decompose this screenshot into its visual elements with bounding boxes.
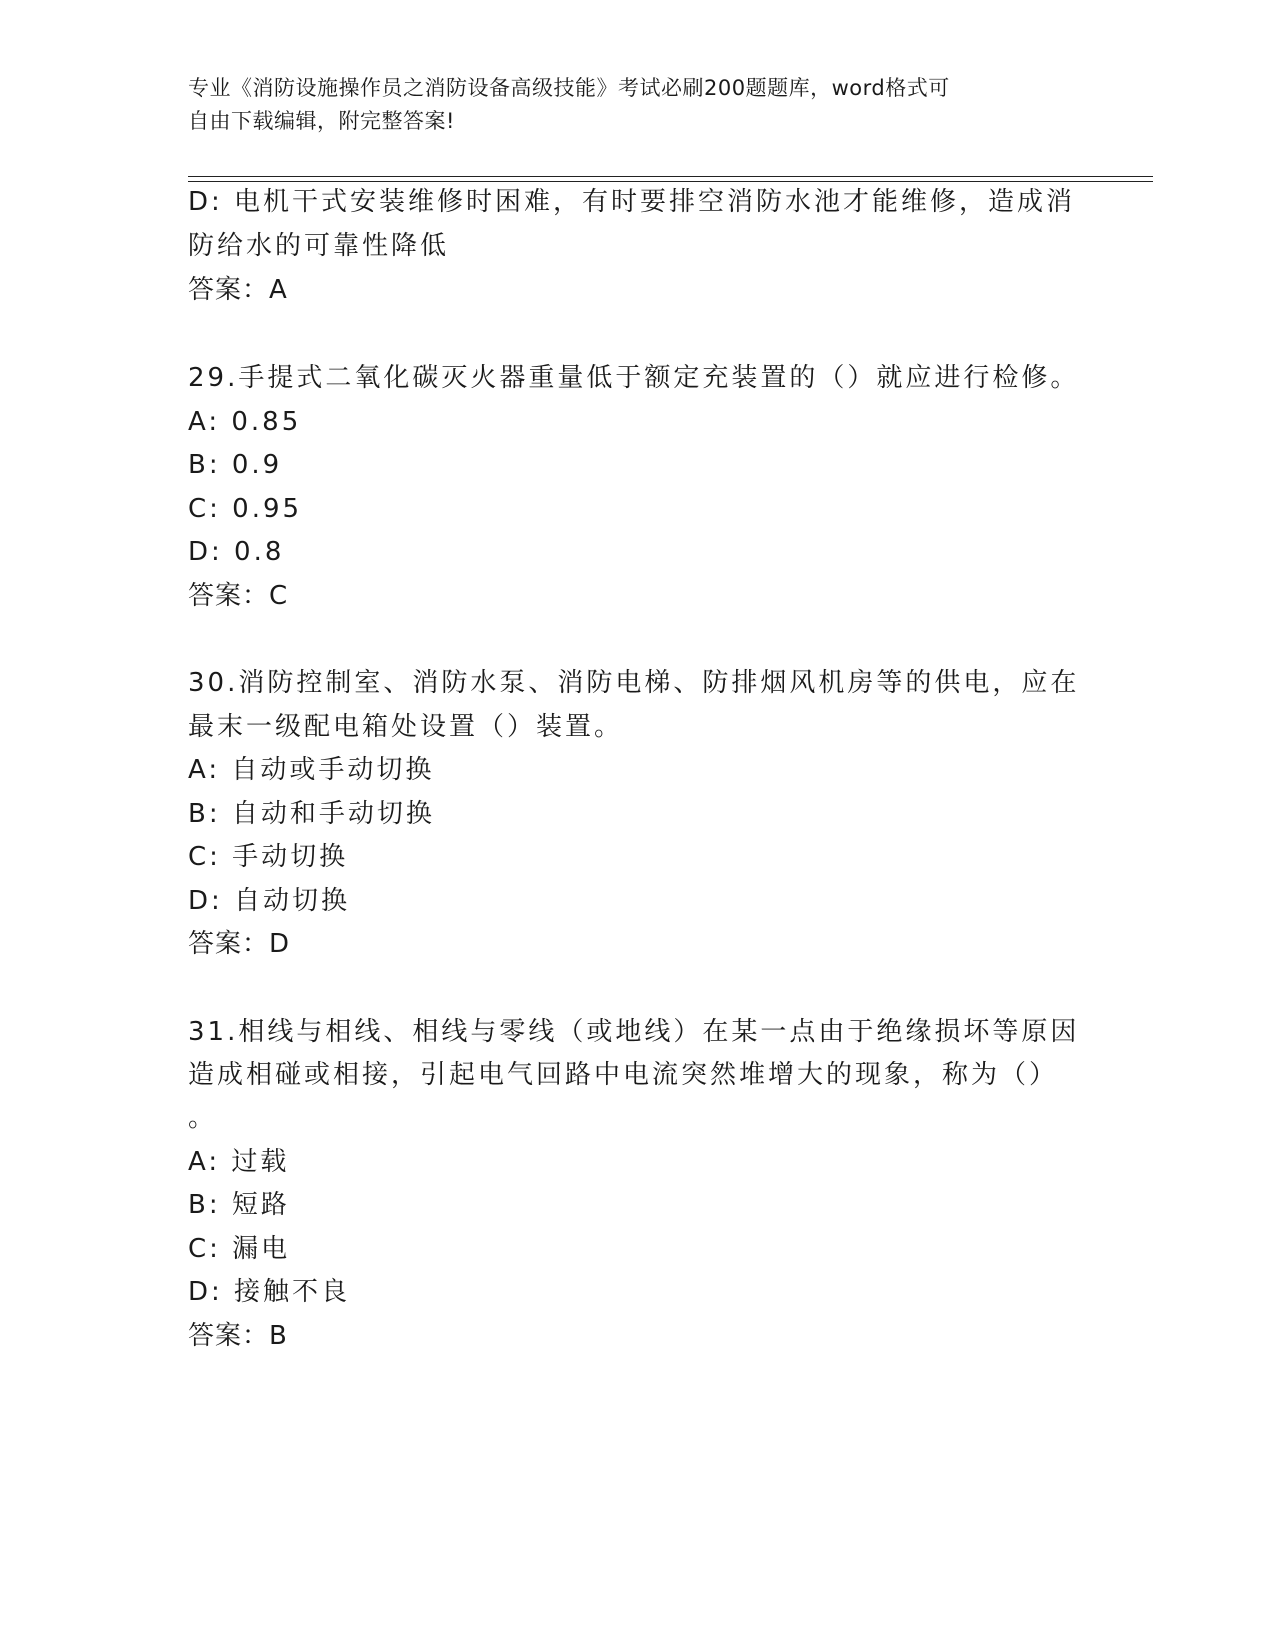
prev-answer: 答案：A xyxy=(188,275,288,305)
question-31-option-c: C: 漏电 xyxy=(188,1234,291,1264)
prev-option-d-line-1: D: 电机干式安装维修时困难，有时要排空消防水池才能维修，造成消 xyxy=(188,187,1076,217)
question-30-option-c: C: 手动切换 xyxy=(188,842,349,872)
question-30-option-b: B: 自动和手动切换 xyxy=(188,799,435,829)
question-30-option-d: D: 自动切换 xyxy=(188,886,351,916)
document-header xyxy=(188,72,1068,138)
question-31-option-b: B: 短路 xyxy=(188,1190,290,1220)
header-divider-bottom xyxy=(188,181,1153,182)
question-29-option-c: C: 0.95 xyxy=(188,494,303,524)
question-29-option-a: A: 0.85 xyxy=(188,407,302,437)
header-title-line-2: 自由下载编辑，附完整答案! xyxy=(188,109,455,133)
question-30-option-a: A: 自动或手动切换 xyxy=(188,755,435,785)
question-30-stem-line-1: 30.消防控制室、消防水泵、消防电梯、防排烟风机房等的供电，应在 xyxy=(188,668,1080,698)
question-31-option-d: D: 接触不良 xyxy=(188,1277,351,1307)
question-29-stem: 29.手提式二氧化碳灭火器重量低于额定充装置的（）就应进行检修。 xyxy=(188,363,1080,393)
question-29-answer: 答案：C xyxy=(188,581,289,611)
question-31-stem-line-2: 造成相碰或相接，引起电气回路中电流突然堆增大的现象，称为（） xyxy=(188,1060,1059,1090)
question-30-stem-line-2: 最末一级配电箱处设置（）装置。 xyxy=(188,712,624,742)
header-divider-top xyxy=(188,176,1153,177)
question-29-option-b: B: 0.9 xyxy=(188,450,283,480)
prev-option-d-line-2: 防给水的可靠性降低 xyxy=(188,231,450,261)
question-31-option-a: A: 过载 xyxy=(188,1147,290,1177)
question-31-stem-line-1: 31.相线与相线、相线与零线（或地线）在某一点由于绝缘损坏等原因 xyxy=(188,1017,1080,1047)
header-title-line-1: 专业《消防设施操作员之消防设备高级技能》考试必刷200题题库，word格式可 xyxy=(188,76,950,100)
question-31-answer: 答案：B xyxy=(188,1321,288,1351)
question-30-answer: 答案：D xyxy=(188,929,291,959)
question-29-option-d: D: 0.8 xyxy=(188,537,285,567)
question-31-stem-line-3: 。 xyxy=(188,1103,218,1133)
